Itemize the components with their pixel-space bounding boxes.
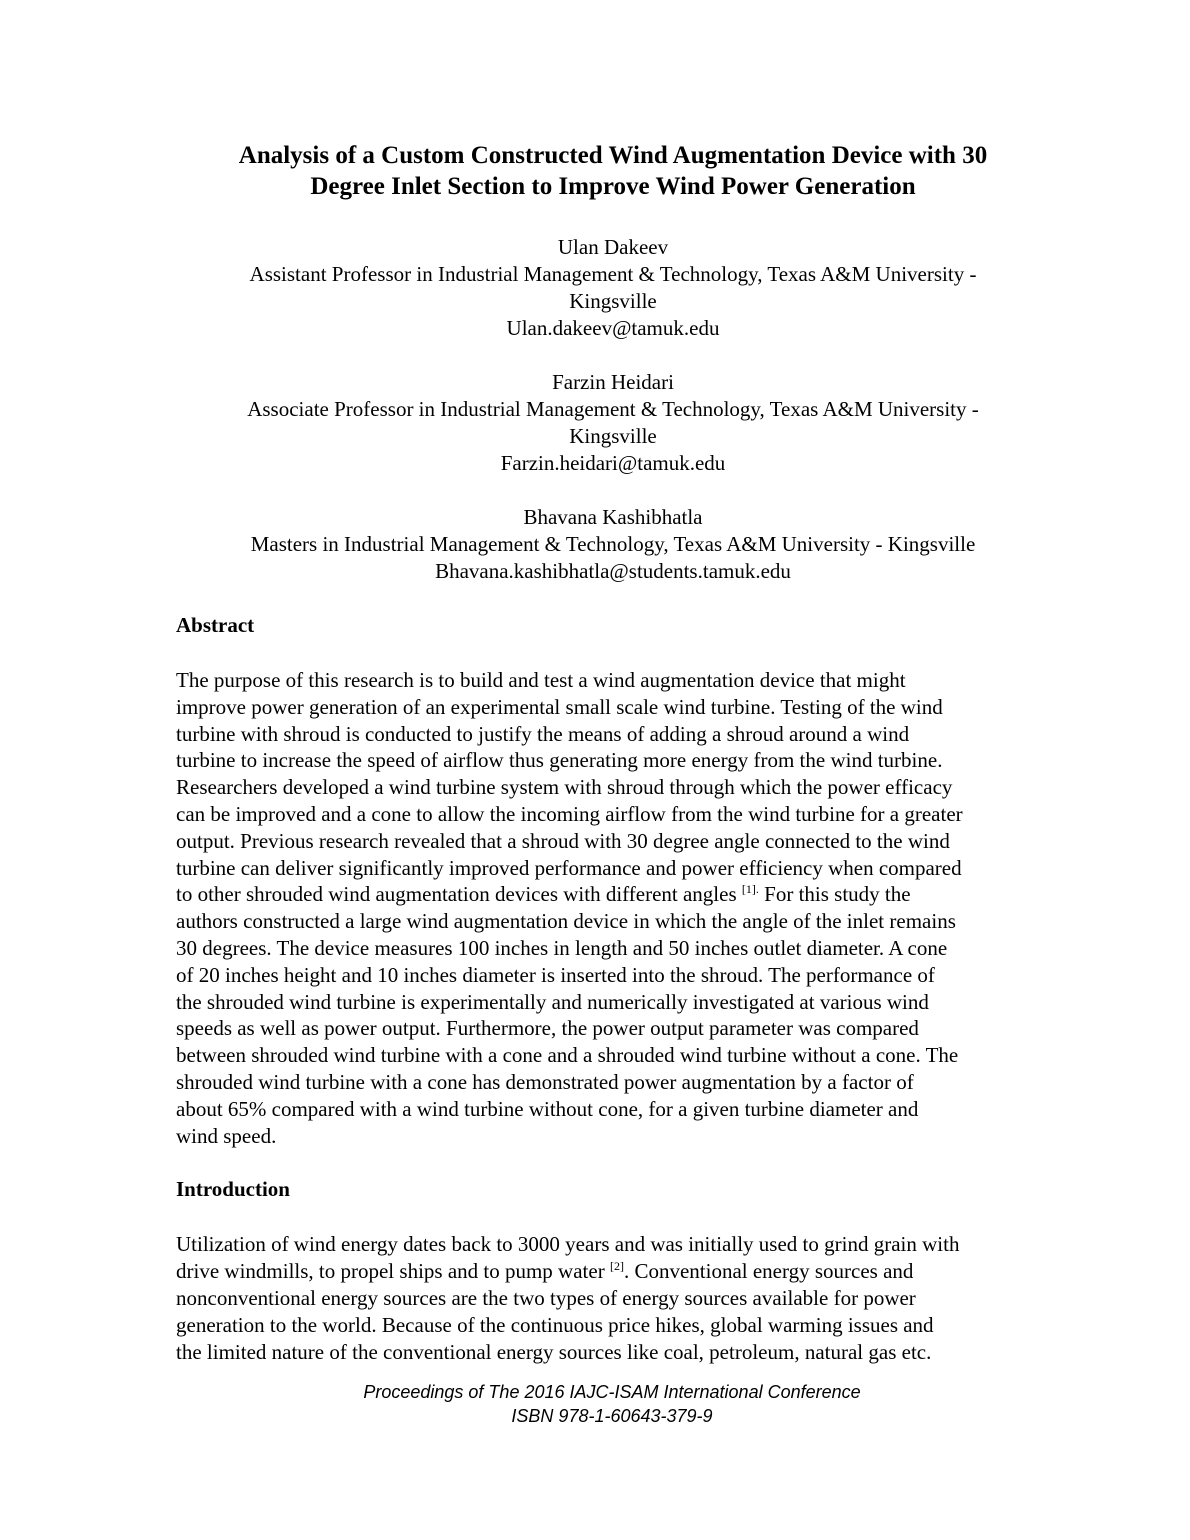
text-line: The purpose of this research is to build and test a wind augmentation device that might <box>176 668 906 692</box>
text-line: speeds as well as power output. Furthermore, the power output parameter was compared <box>176 1016 919 1041</box>
author-email: Ulan.dakeev@tamuk.edu <box>506 316 720 340</box>
footer-proceedings: Proceedings of The 2016 IAJC-ISAM International Conference <box>363 1382 861 1402</box>
text-line: turbine to increase the speed of airflow thus generating more energy from the wind turbine. <box>176 748 943 773</box>
text-span: For this study the <box>758 882 911 907</box>
text-line: 30 degrees. The device measures 100 inches in length and 50 inches outlet diameter. A cone <box>176 935 948 960</box>
text-line: turbine can deliver significantly improved performance and power efficiency when compared <box>176 855 962 880</box>
text-line: improve power generation of an experimental small scale wind turbine. Testing of the wind <box>176 694 943 719</box>
author-name: Ulan Dakeev <box>557 235 669 259</box>
author-block <box>176 369 1050 477</box>
paper-page <box>176 140 1050 1365</box>
author-name: Farzin Heidari <box>552 370 674 394</box>
introduction-heading: Introduction <box>176 1177 290 1202</box>
author-block <box>176 504 1050 585</box>
text-line: Utilization of wind energy dates back to 3000 years and was initially used to grind grain with <box>176 1232 960 1257</box>
text-line: turbine with shroud is conducted to justify the means of adding a shroud around a wind <box>176 721 910 746</box>
text-line: the shrouded wind turbine is experimentally and numerically investigated at various wind <box>176 989 929 1014</box>
text-span: to other shrouded wind augmentation devices with different angles <box>176 882 742 907</box>
author-affiliation: Kingsville <box>569 424 657 448</box>
text-line: nonconventional energy sources are the two types of energy sources available for power <box>176 1285 916 1310</box>
text-line: generation to the world. Because of the continuous price hikes, global warming issues and <box>176 1312 934 1337</box>
text-line: authors constructed a large wind augmentation device in which the angle of the inlet remains <box>176 909 956 934</box>
text-line: about 65% compared with a wind turbine without cone, for a given turbine diameter and <box>176 1096 919 1121</box>
text-span: . Conventional energy sources and <box>623 1259 914 1284</box>
page-footer <box>0 1380 1190 1428</box>
text-line: output. Previous research revealed that a shroud with 30 degree angle connected to the wind <box>176 828 950 853</box>
author-email: Farzin.heidari@tamuk.edu <box>500 451 726 475</box>
text-line: shrouded wind turbine with a cone has demonstrated power augmentation by a factor of <box>176 1069 914 1094</box>
introduction-paragraph <box>176 1231 1050 1365</box>
text-line <box>176 881 1050 908</box>
author-affiliation: Associate Professor in Industrial Management & Technology, Texas A&M University - <box>247 397 979 421</box>
abstract-heading: Abstract <box>176 613 255 637</box>
author-affiliation: Assistant Professor in Industrial Management & Technology, Texas A&M University - <box>249 262 977 286</box>
text-line <box>176 1258 1050 1285</box>
citation-ref: [1]. <box>741 882 759 897</box>
text-span: drive windmills, to propel ships and to pump water <box>176 1259 610 1284</box>
author-affiliation: Kingsville <box>569 289 657 313</box>
citation-ref: [2] <box>609 1259 624 1274</box>
text-line: wind speed. <box>176 1123 277 1148</box>
title-line: Analysis of a Custom Constructed Wind Augmentation Device with 30 <box>238 142 988 169</box>
text-line: the limited nature of the conventional energy sources like coal, petroleum, natural gas etc. <box>176 1339 932 1364</box>
text-line: can be improved and a cone to allow the incoming airflow from the wind turbine for a greater <box>176 801 963 826</box>
author-block <box>176 234 1050 342</box>
title-line: Degree Inlet Section to Improve Wind Power Generation <box>310 173 916 200</box>
paper-title <box>176 140 1050 202</box>
author-name: Bhavana Kashibhatla <box>523 505 703 529</box>
text-line: of 20 inches height and 10 inches diameter is inserted into the shroud. The performance of <box>176 962 935 987</box>
footer-isbn: ISBN 978-1-60643-379-9 <box>511 1406 713 1426</box>
author-affiliation: Masters in Industrial Management & Technology, Texas A&M University - Kingsville <box>250 532 976 556</box>
author-email: Bhavana.kashibhatla@students.tamuk.edu <box>435 559 791 583</box>
text-line: Researchers developed a wind turbine system with shroud through which the power efficacy <box>176 775 953 800</box>
abstract-paragraph <box>176 667 1050 1149</box>
text-line: between shrouded wind turbine with a cone and a shrouded wind turbine without a cone. The <box>176 1043 959 1068</box>
